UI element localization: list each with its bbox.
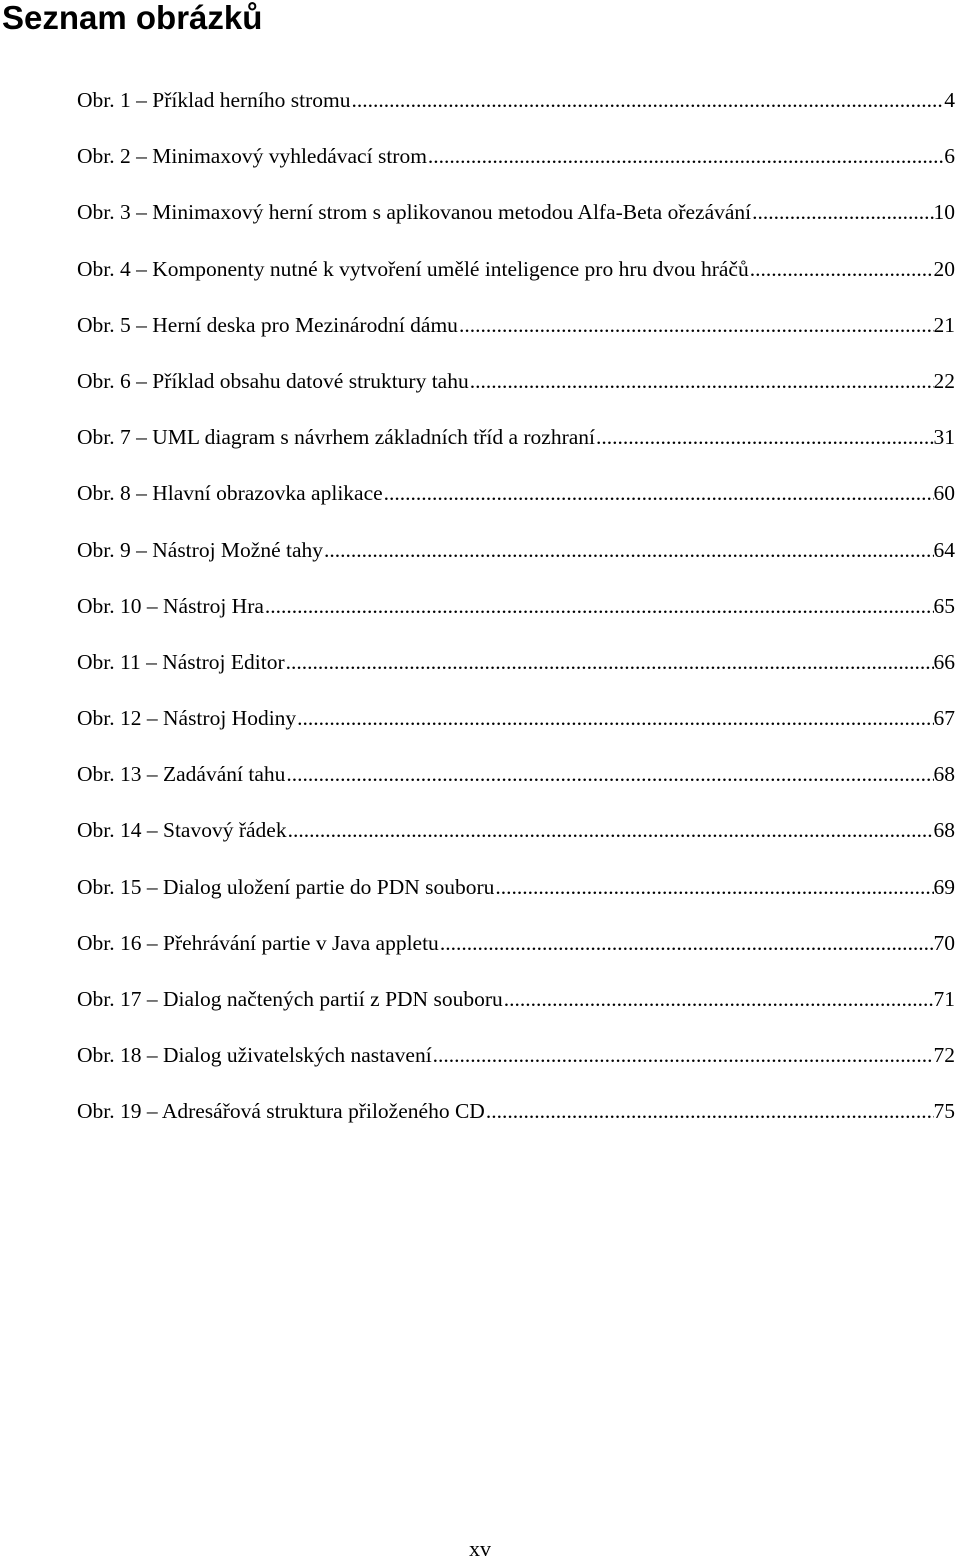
entry-page-number: 69 xyxy=(933,874,955,899)
toc-entry[interactable] xyxy=(77,465,955,521)
dot-leader xyxy=(427,128,944,184)
dot-leader xyxy=(749,241,934,297)
entry-page-number: 66 xyxy=(933,649,955,674)
dot-leader xyxy=(494,859,933,915)
dot-leader xyxy=(432,1027,934,1083)
toc-entry[interactable] xyxy=(77,522,955,578)
toc-entry[interactable] xyxy=(77,128,955,184)
entry-page-number: 10 xyxy=(933,200,955,225)
page-title: Seznam obrázků xyxy=(2,0,263,36)
entry-label: Obr. 15 – Dialog uložení partie do PDN souboru xyxy=(77,874,495,899)
entry-label: Obr. 3 – Minimaxový herní strom s aplikovanou metodou Alfa-Beta ořezávání xyxy=(77,200,752,225)
dot-leader xyxy=(439,915,934,971)
entry-label: Obr. 10 – Nástroj Hra xyxy=(77,593,264,618)
dot-leader xyxy=(287,802,934,858)
dot-leader xyxy=(751,184,933,240)
dot-leader xyxy=(595,409,933,465)
entry-page-number: 20 xyxy=(933,256,955,281)
toc-entry[interactable] xyxy=(77,297,955,353)
entry-page-number: 60 xyxy=(933,481,955,506)
entry-label: Obr. 13 – Zadávání tahu xyxy=(77,762,286,787)
entry-label: Obr. 8 – Hlavní obrazovka aplikace xyxy=(77,481,383,506)
toc-entry[interactable] xyxy=(77,690,955,746)
toc-entry[interactable] xyxy=(77,915,955,971)
entry-label: Obr. 14 – Stavový řádek xyxy=(77,818,287,843)
dot-leader xyxy=(469,353,934,409)
toc-entry[interactable] xyxy=(77,241,955,297)
entry-page-number: 68 xyxy=(933,762,955,787)
entry-label: Obr. 9 – Nástroj Možné tahy xyxy=(77,537,324,562)
dot-leader xyxy=(264,578,934,634)
entry-label: Obr. 4 – Komponenty nutné k vytvoření umělé inteligence pro hru dvou hráčů xyxy=(77,256,749,281)
page-number: xv xyxy=(469,1536,491,1561)
entry-label: Obr. 18 – Dialog uživatelských nastavení xyxy=(77,1043,432,1068)
entry-label: Obr. 2 – Minimaxový vyhledávací strom xyxy=(77,144,427,169)
entry-label: Obr. 11 – Nástroj Editor xyxy=(77,649,285,674)
dot-leader xyxy=(351,72,945,128)
entry-page-number: 72 xyxy=(933,1043,955,1068)
toc-entry[interactable] xyxy=(77,409,955,465)
entry-page-number: 31 xyxy=(933,425,955,450)
toc-entry[interactable] xyxy=(77,746,955,802)
entry-label: Obr. 1 – Příklad herního stromu xyxy=(77,88,351,112)
toc-entry[interactable] xyxy=(77,578,955,634)
dot-leader xyxy=(503,971,934,1027)
entry-page-number: 71 xyxy=(933,987,955,1011)
entry-label: Obr. 6 – Příklad obsahu datové struktury tahu xyxy=(77,368,469,393)
entry-page-number: 75 xyxy=(933,1099,955,1124)
entry-page-number: 65 xyxy=(933,593,955,618)
dot-leader xyxy=(323,522,933,578)
entry-label: Obr. 5 – Herní deska pro Mezinárodní dámu xyxy=(77,312,458,337)
dot-leader xyxy=(485,1083,934,1139)
entry-page-number: 64 xyxy=(933,537,955,562)
entry-page-number: 21 xyxy=(933,312,955,337)
entry-label: Obr. 19 – Adresářová struktura přiloženého CD xyxy=(77,1099,485,1124)
toc-entry[interactable] xyxy=(77,353,955,409)
toc-entry[interactable] xyxy=(77,72,955,128)
toc-entry[interactable] xyxy=(77,184,955,240)
dot-leader xyxy=(285,634,934,690)
entry-label: Obr. 16 – Přehrávání partie v Java appletu xyxy=(77,930,439,955)
toc-entry[interactable] xyxy=(77,859,955,915)
dot-leader xyxy=(285,746,933,802)
toc-entry[interactable] xyxy=(77,802,955,858)
dot-leader xyxy=(296,690,933,746)
dot-leader xyxy=(458,297,934,353)
entry-page-number: 67 xyxy=(933,706,955,731)
toc-entry[interactable] xyxy=(77,634,955,690)
entry-page-number: 4 xyxy=(944,88,955,112)
toc-entry[interactable] xyxy=(77,971,955,1027)
list-of-figures xyxy=(77,72,955,1140)
toc-entry[interactable] xyxy=(77,1083,955,1139)
entry-page-number: 70 xyxy=(933,930,955,955)
entry-label: Obr. 12 – Nástroj Hodiny xyxy=(77,706,297,731)
dot-leader xyxy=(383,465,934,521)
toc-entry[interactable] xyxy=(77,1027,955,1083)
entry-page-number: 68 xyxy=(933,818,955,843)
entry-page-number: 22 xyxy=(933,368,955,393)
entry-label: Obr. 17 – Dialog načtených partií z PDN souboru xyxy=(77,987,503,1011)
entry-page-number: 6 xyxy=(944,144,955,169)
entry-label: Obr. 7 – UML diagram s návrhem základních tříd a rozhraní xyxy=(77,425,596,450)
